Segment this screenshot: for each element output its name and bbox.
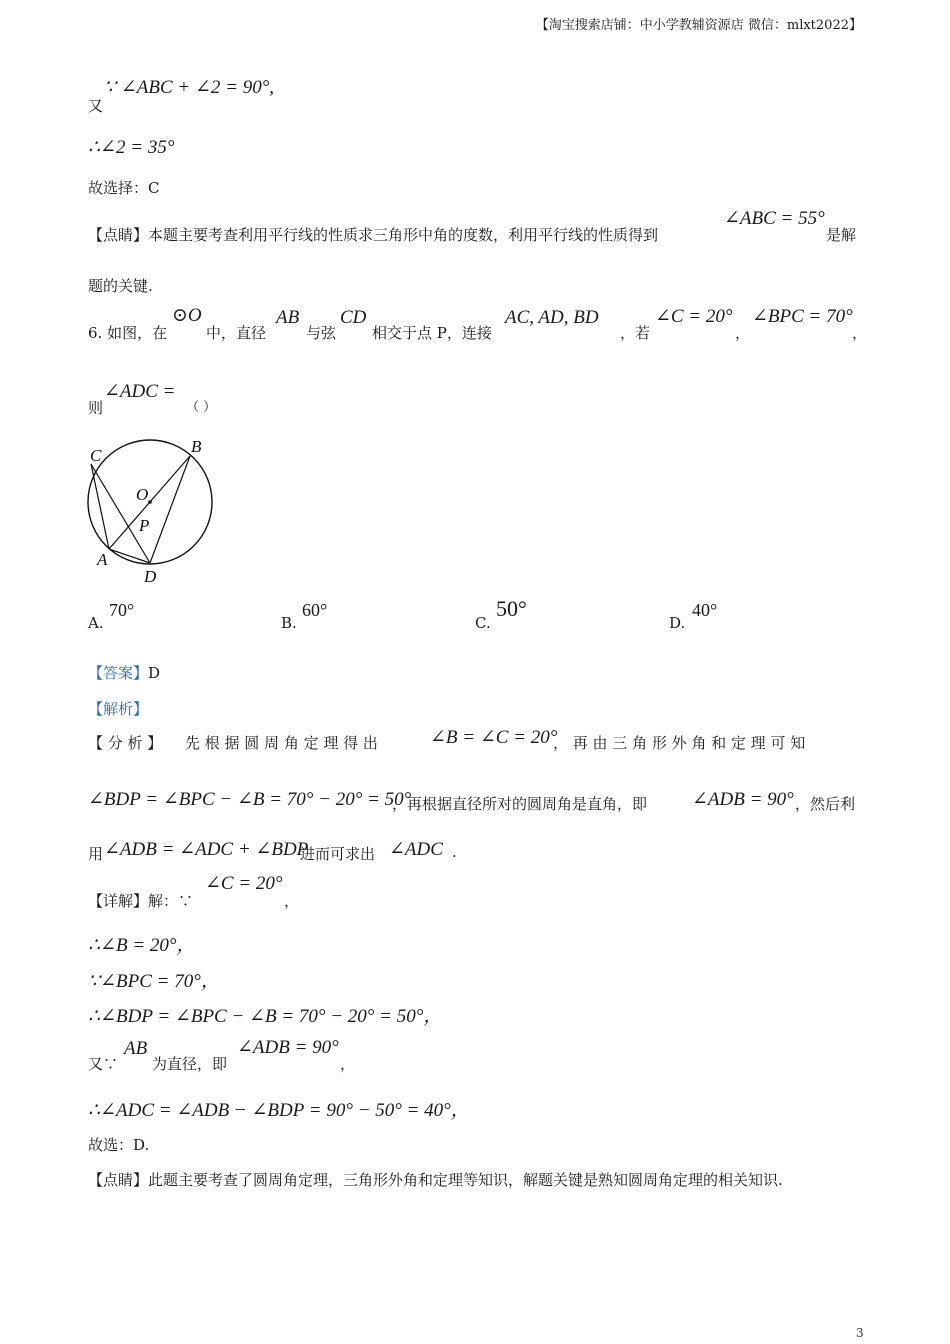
analysis-text-4: ，然后利 — [795, 795, 856, 813]
analysis-math-1: ∠B = ∠C = 20° — [430, 727, 558, 748]
you-char: 又 — [88, 97, 104, 115]
page-number: 3 — [856, 1326, 864, 1340]
analysis-text-1: 先 根 据 圆 周 角 定 理 得 出 — [185, 734, 378, 752]
page-header: 【淘宝搜索店铺：中小学教辅资源店 微信：mlxt2022】 — [535, 18, 862, 33]
q-angle-bpc: ∠BPC = 70° — [752, 306, 853, 327]
answer-line — [88, 662, 160, 683]
option-c-letter: C. — [475, 614, 491, 632]
q-ab: AB — [276, 307, 300, 328]
analysis-math-5: ∠ADC — [389, 839, 443, 860]
detail-l5-ab: AB — [124, 1038, 148, 1059]
label-d: D — [144, 567, 157, 586]
analysis-label: 【解析】 — [88, 700, 149, 718]
label-c: C — [90, 446, 102, 465]
detail-line-4: ∴∠BDP = ∠BPC − ∠B = 70° − 20° = 50°， — [88, 1006, 443, 1027]
detail-l5-c: ， — [340, 1055, 356, 1073]
dianjing-line1 — [88, 224, 658, 245]
detail-l5-b: 为直径，即 — [152, 1055, 228, 1073]
detail-text-1: 解：∵ — [148, 892, 194, 910]
option-a-value: 70° — [109, 600, 135, 620]
chord-cd — [91, 464, 150, 563]
analysis-text-7: . — [452, 843, 457, 861]
q-lines: AC, AD, BD — [505, 307, 599, 328]
detail-label: 【详解】 — [88, 892, 149, 910]
option-b-value: 60° — [302, 600, 328, 620]
q-text-4: ，若 — [620, 324, 651, 342]
dianjing-2-text: 此题主要考查了圆周角定理，三角形外角和定理等知识，解题关键是熟知圆周角定理的相关知识. — [148, 1171, 783, 1189]
segment-bd — [150, 456, 190, 563]
detail-line-2: ∴∠B = 20°， — [88, 935, 196, 956]
option-d-value: 40° — [692, 600, 718, 620]
eq-abc-90: ∵ ∠ABC + ∠2 = 90°, — [104, 77, 275, 98]
q-text-3: 相交于点 P，连接 — [372, 324, 492, 342]
label-b: B — [191, 437, 202, 456]
q-text-2: 与弦 — [306, 324, 337, 342]
q-ze: 则 — [88, 399, 104, 417]
label-a: A — [97, 550, 108, 569]
q-angle-adc: ∠ADC = — [104, 381, 176, 402]
dianjing-text: 本题主要考查利用平行线的性质求三角形中角的度数，利用平行线的性质得到 — [148, 226, 659, 244]
detail-l5-a: 又∵ — [88, 1055, 119, 1073]
q-comma: ， — [735, 324, 751, 342]
dianjing-tail: 是解 — [826, 226, 857, 244]
q-paren: （ ） — [186, 400, 217, 415]
label-o: O — [136, 485, 149, 504]
analysis-math-2: ∠BDP = ∠BPC − ∠B = 70° − 20° = 50° — [88, 789, 412, 810]
detail-line-3: ∵∠BPC = 70°， — [88, 971, 220, 992]
dianjing-math: ∠ABC = 55° — [724, 208, 825, 229]
analysis-text-5: 用 — [88, 845, 104, 863]
detail-comma-1: ， — [284, 892, 300, 910]
answer-label: 【答案】 — [88, 664, 149, 682]
q-comma-2: ， — [852, 324, 868, 342]
detail-l5-math: ∠ADB = 90° — [237, 1037, 339, 1058]
detail-line1 — [88, 890, 193, 911]
q-angle-c: ∠C = 20° — [655, 306, 733, 327]
analysis-text-3: ，再根据直径所对的圆周角是直角，即 — [392, 795, 648, 813]
dianjing-label: 【点睛】 — [88, 226, 149, 244]
answer-value: D — [148, 664, 161, 682]
option-a-letter: A. — [88, 614, 104, 632]
analysis-math-4: ∠ADB = ∠ADC + ∠BDP — [104, 839, 309, 860]
dianjing-line2: 题的关键. — [88, 277, 153, 295]
circle-figure — [84, 434, 224, 588]
detail-math-1: ∠C = 20° — [205, 873, 283, 894]
eq-angle2: ∴∠2 = 35° — [88, 137, 175, 158]
circle-o: ⊙O — [172, 305, 202, 326]
q-cd: CD — [340, 307, 367, 328]
option-c-value: 50° — [496, 596, 527, 621]
analysis-math-3: ∠ADB = 90° — [692, 789, 794, 810]
option-b-letter: B. — [281, 614, 297, 632]
option-d-letter: D. — [669, 614, 686, 632]
q-text-1: 中，直径 — [206, 324, 267, 342]
analysis-text-2: ， 再 由 三 角 形 外 角 和 定 理 可 知 — [553, 734, 806, 752]
label-p: P — [139, 516, 150, 535]
segment-ac — [91, 464, 109, 549]
center-dot — [148, 500, 152, 504]
analysis-fenxi-label: 【 分 析 】 — [88, 734, 163, 752]
detail-line-6: ∴∠ADC = ∠ADB − ∠BDP = 90° − 50° = 40°， — [88, 1100, 470, 1121]
choose-c: 故选择：C — [88, 179, 160, 197]
question-number: 6. 如图，在 — [88, 324, 168, 342]
detail-line-7: 故选：D. — [88, 1136, 150, 1154]
dianjing-2-label: 【点睛】 — [88, 1171, 149, 1189]
analysis-text-6: 进而可求出 — [300, 845, 376, 863]
dianjing-2 — [88, 1169, 783, 1190]
